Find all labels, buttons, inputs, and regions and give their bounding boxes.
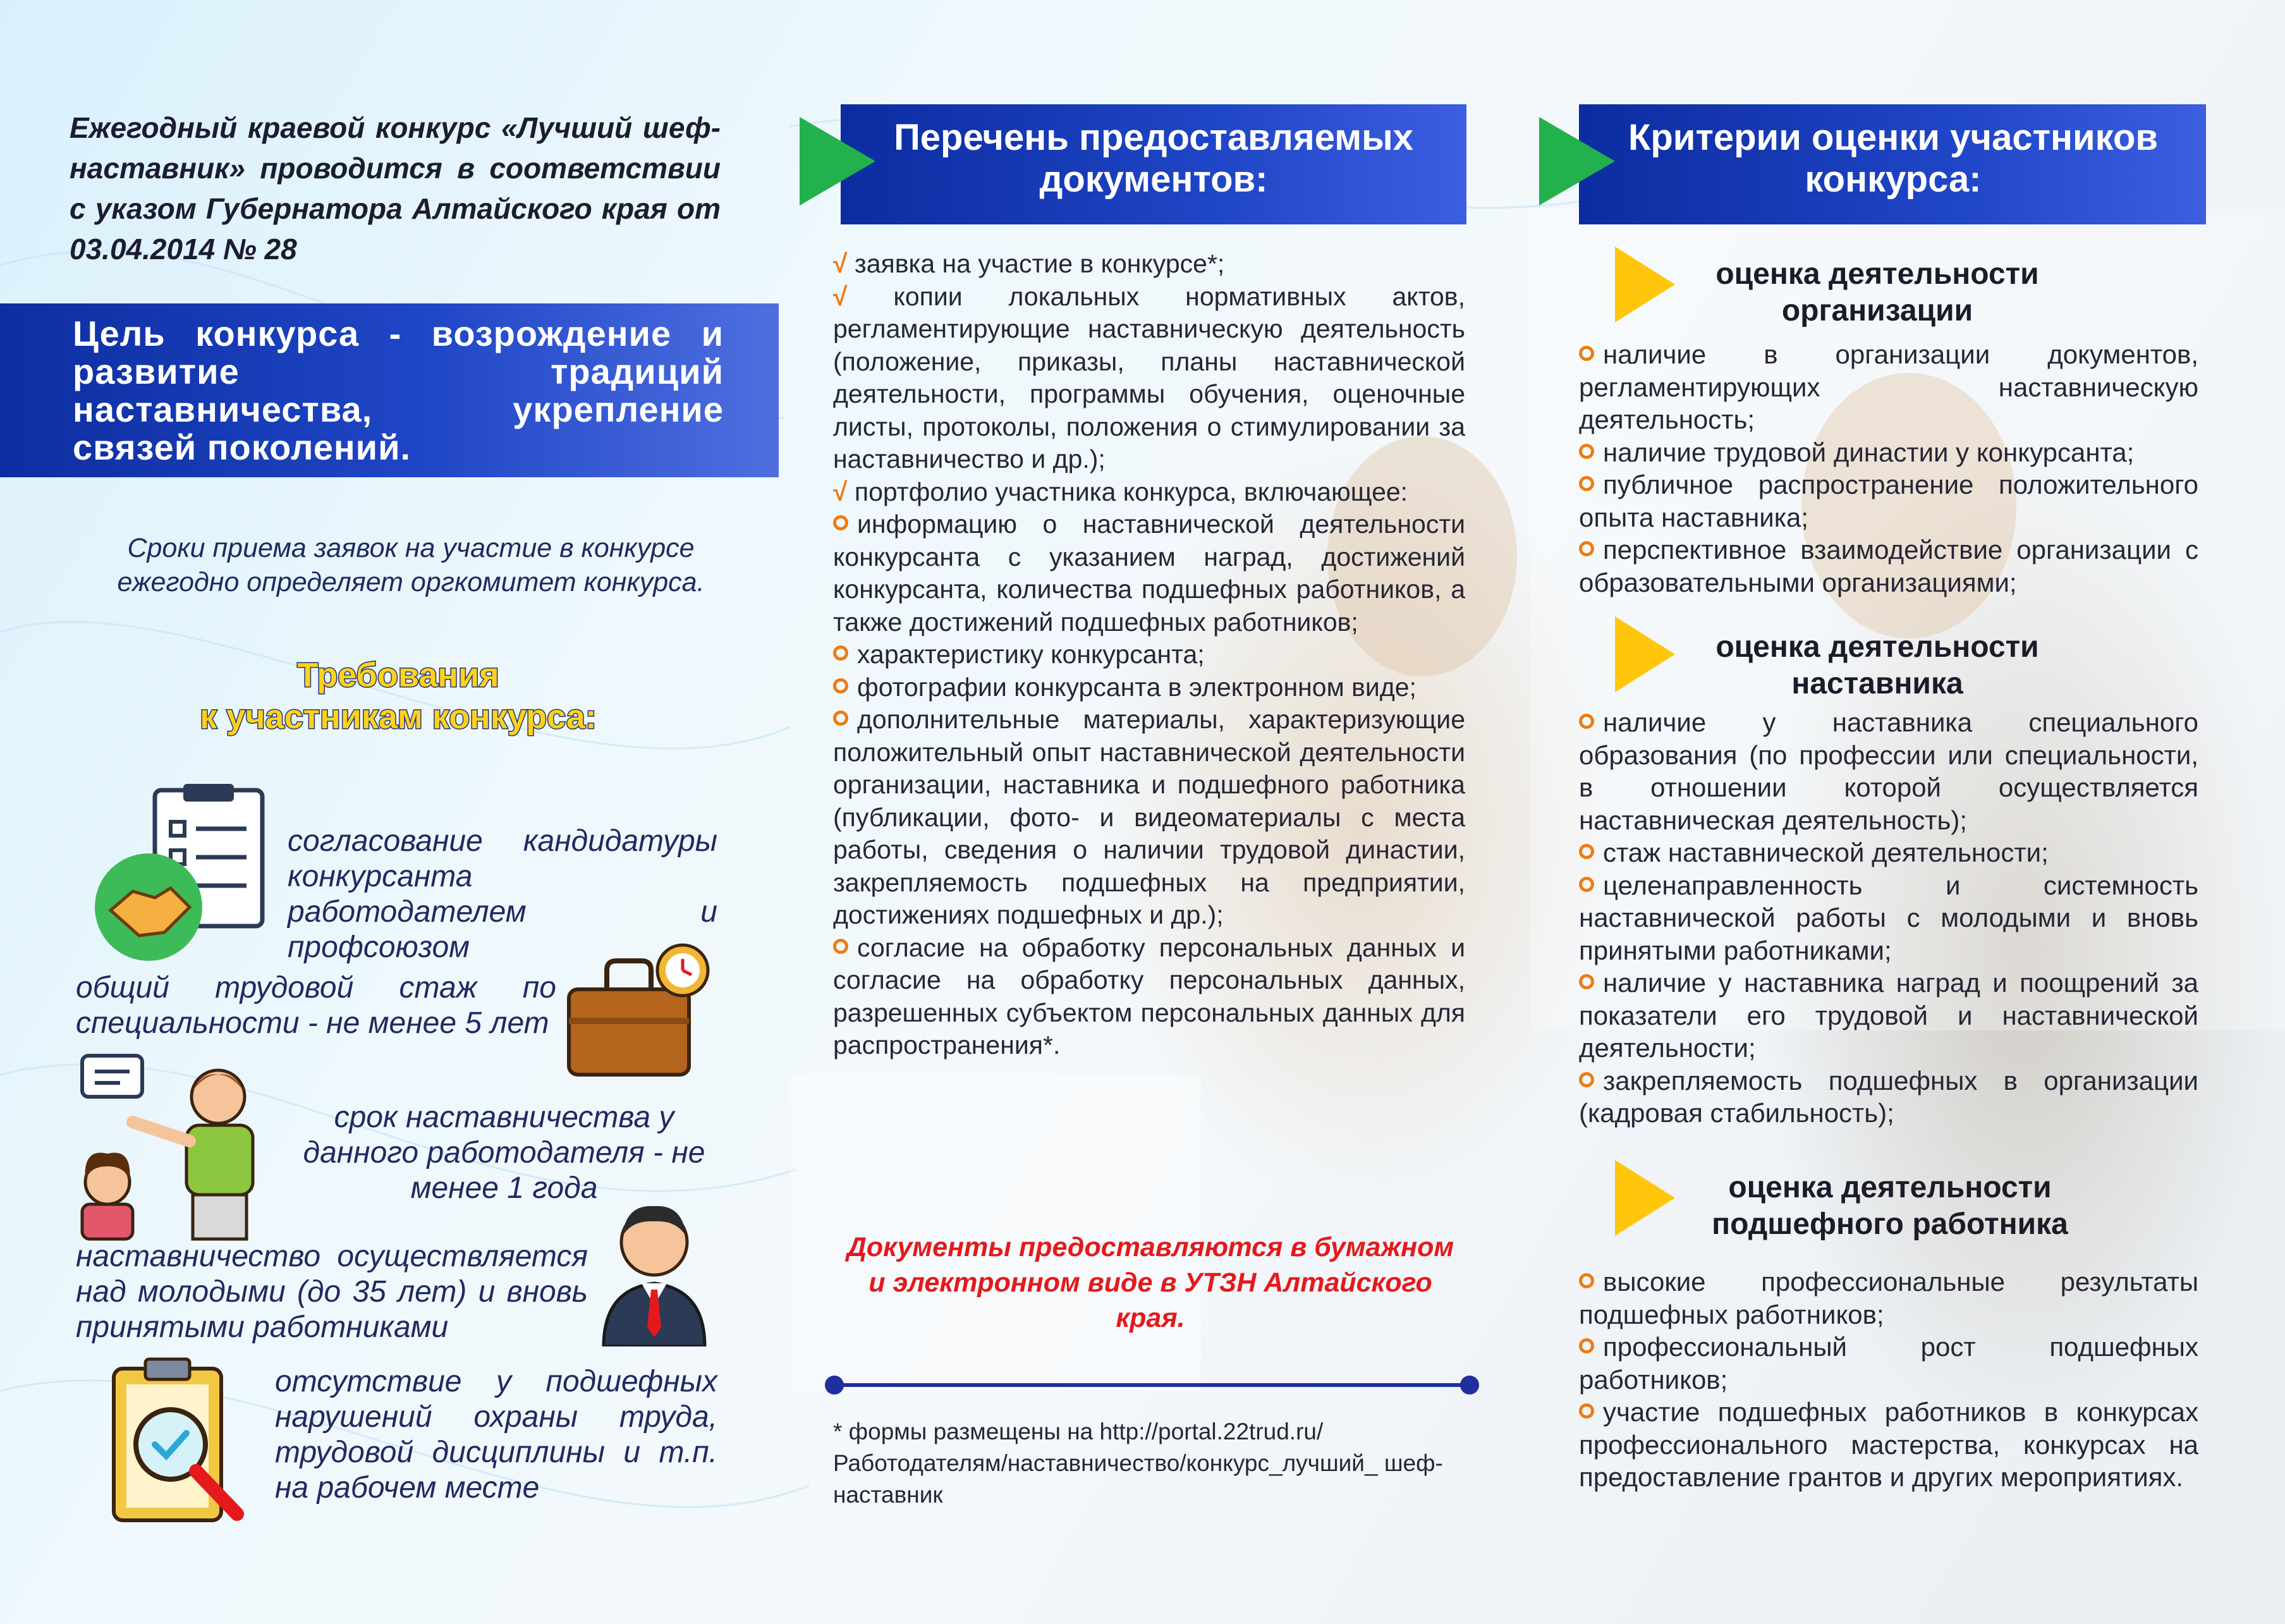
criteria-header-line2: конкурса:: [1805, 159, 1982, 200]
divider-line: [833, 1383, 1468, 1387]
bullet-dot-icon: [833, 939, 848, 954]
yellow-arrow-icon: [1615, 247, 1675, 322]
criteria-group-1-title: оценка деятельности организации: [1715, 257, 2039, 327]
criteria-item: [1579, 436, 2198, 469]
criteria-item: [1579, 1065, 2198, 1130]
footnote: * формы размещены на http://portal.22trud.ru/ Работодателям/наставничество/конкурс_лучший_ шеф-наставник: [833, 1419, 1443, 1508]
document-item: [833, 281, 1465, 476]
criteria-item: [1579, 338, 2198, 436]
criteria-item-text: закрепляемость подшефных в организации (кадровая стабильность);: [1579, 1065, 2198, 1128]
bullet-dot-icon: [1579, 346, 1594, 361]
bullet-dot-icon: [1579, 1273, 1594, 1288]
document-item: [833, 476, 1465, 509]
checklist-handshake-icon: [95, 784, 278, 967]
criteria-item-text: перспективное взаимодействие организации с образовательными организациями;: [1579, 535, 2198, 597]
bullet-dot-icon: [1579, 844, 1594, 859]
criteria-item: [1579, 869, 2198, 967]
document-item-text: портфолио участника конкурса, включающее:: [854, 477, 1408, 506]
bullet-dot-icon: [1579, 444, 1594, 459]
criteria-item: [1579, 1396, 2198, 1494]
documents-note: Документы предоставляются в бумажном и электронном виде в УТЗН Алтайского края.: [846, 1232, 1454, 1333]
yellow-arrow-icon: [1615, 1160, 1675, 1236]
document-item-text: дополнительные материалы, характеризующие положительный опыт наставнической деятельности организации, наставника и подшефного работника (публикации, фото- и видеоматериалы с места работы, сведения о наличии трудовой династии, закрепляемость подшефных на предприятии, достижениях подшефных и др.);: [833, 705, 1465, 929]
requirement-1: согласование кандидатуры конкурсанта работодателем и профсоюзом: [288, 824, 717, 964]
divider-dot-right: [1460, 1376, 1479, 1395]
bullet-dot-icon: [1579, 1072, 1594, 1087]
document-item-text: фотографии конкурсанта в электронном виде;: [857, 672, 1417, 702]
requirement-2: общий трудовой стаж по специальности - не менее 5 лет: [76, 971, 556, 1040]
criteria-group-3-list: [1579, 1266, 2198, 1494]
deadline-text: Сроки приема заявок на участие в конкурсе ежегодно определяет оргкомитет конкурса.: [117, 533, 705, 597]
bullet-dot-icon: [1579, 541, 1594, 556]
bullet-dot-icon: [833, 678, 848, 693]
criteria-item-text: целенаправленность и системность наставнической работы с молодыми и вновь принятыми работниками;: [1579, 870, 2198, 965]
criteria-item: [1579, 534, 2198, 599]
criteria-item: [1579, 706, 2198, 836]
document-item: [833, 248, 1465, 281]
criteria-item-text: наличие трудовой династии у конкурсанта;: [1603, 437, 2135, 467]
criteria-item-text: наличие в организации документов, регламентирующих наставническую деятельность;: [1579, 339, 2198, 434]
documents-header-line2: документов:: [1039, 159, 1268, 200]
check-mark-icon: √: [833, 249, 855, 278]
document-item: [833, 704, 1465, 932]
document-item: [833, 932, 1465, 1062]
requirement-4: наставничество осуществляется над молодыми (до 35 лет) и вновь принятыми работниками: [76, 1240, 588, 1344]
check-mark-icon: √: [833, 477, 855, 506]
criteria-item: [1579, 1331, 2198, 1396]
teacher-student-icon: [70, 1053, 272, 1242]
document-item-text: характеристику конкурсанта;: [857, 640, 1205, 669]
bullet-dot-icon: [1579, 714, 1594, 729]
documents-list: [833, 248, 1465, 1062]
clipboard-magnifier-icon: [101, 1350, 259, 1539]
documents-header-title: [856, 117, 1451, 200]
document-item: [833, 508, 1465, 638]
criteria-item-text: наличие у наставника специального образования (по профессии или специальности, в отношении которой осуществляется наставническая деятельность);: [1579, 707, 2198, 835]
criteria-group-1-list: [1579, 338, 2198, 599]
criteria-item: [1579, 836, 2198, 869]
document-item-text: копии локальных нормативных актов, регламентирующие наставническую деятельность (положение, приказы, планы наставнической деятельности, программы обучения, оценочные листы, протоколы, положения о стимулировании за наставничество и др.);: [833, 281, 1465, 473]
bullet-dot-icon: [1579, 1403, 1594, 1419]
document-item: [833, 638, 1465, 671]
bullet-dot-icon: [1579, 1338, 1594, 1353]
intro-text: Ежегодный краевой конкурс «Лучший шеф-наставник» проводится в соответствии с указом Губернатора Алтайского края от 03.04.2014 № 28: [70, 111, 721, 266]
bullet-dot-icon: [1579, 476, 1594, 491]
criteria-item: [1579, 967, 2198, 1065]
criteria-item-text: публичное распространение положительного опыта наставника;: [1579, 470, 2198, 532]
criteria-item: [1579, 1266, 2198, 1331]
divider-dot-left: [825, 1376, 844, 1395]
bullet-dot-icon: [833, 645, 848, 661]
document-item: [833, 671, 1465, 704]
criteria-item-text: профессиональный рост подшефных работников;: [1579, 1332, 2198, 1395]
documents-header-line1: Перечень предоставляемых: [894, 117, 1413, 158]
yellow-arrow-icon: [1615, 616, 1675, 692]
bullet-dot-icon: [1579, 974, 1594, 989]
document-item-text: согласие на обработку персональных данных и согласие на обработку персональных данных, разрешенных субъектом персональных данных для распространения*.: [833, 932, 1465, 1059]
criteria-group-2-list: [1579, 706, 2198, 1130]
requirements-title: [152, 654, 645, 738]
criteria-group-2-title: оценка деятельности наставника: [1715, 630, 2039, 700]
businessman-icon: [588, 1195, 721, 1346]
check-mark-icon: √: [833, 281, 894, 311]
requirement-3: срок наставничества у данного работодателя - не менее 1 года: [303, 1101, 705, 1205]
criteria-item-text: наличие у наставника наград и поощрений за показатели его трудовой и наставнической деятельности;: [1579, 968, 2198, 1063]
criteria-item-text: высокие профессиональные результаты подшефных работников;: [1579, 1267, 2198, 1329]
bullet-dot-icon: [1579, 877, 1594, 892]
briefcase-clock-icon: [556, 942, 721, 1081]
criteria-header-title: [1593, 117, 2193, 200]
criteria-header-line1: Критерии оценки участников: [1628, 117, 2159, 158]
goal-text: Цель конкурса - возрождение и развитие традиций наставничества, укрепление связей поколений.: [73, 314, 724, 467]
document-item-text: заявка на участие в конкурсе*;: [854, 249, 1225, 278]
requirements-title-line1: Требования: [297, 656, 499, 694]
criteria-item-text: стаж наставнической деятельности;: [1603, 838, 2049, 867]
document-item-text: информацию о наставнической деятельности конкурсанта с указанием наград, достижений конкурсанта, количества подшефных работников, а также достижений подшефных работников;: [833, 510, 1465, 637]
criteria-item-text: участие подшефных работников в конкурсах профессионального мастерства, конкурсах на предоставление грантов и других мероприятиях.: [1579, 1397, 2198, 1492]
criteria-group-3-title: оценка деятельности подшефного работника: [1712, 1171, 2068, 1241]
criteria-item: [1579, 468, 2198, 534]
requirement-5: отсутствие у подшефных нарушений охраны труда, трудовой дисциплины и т.п. на рабочем месте: [275, 1365, 717, 1505]
bullet-dot-icon: [833, 711, 848, 726]
requirements-title-line2: к участникам конкурса:: [200, 698, 597, 736]
bullet-dot-icon: [833, 515, 848, 530]
